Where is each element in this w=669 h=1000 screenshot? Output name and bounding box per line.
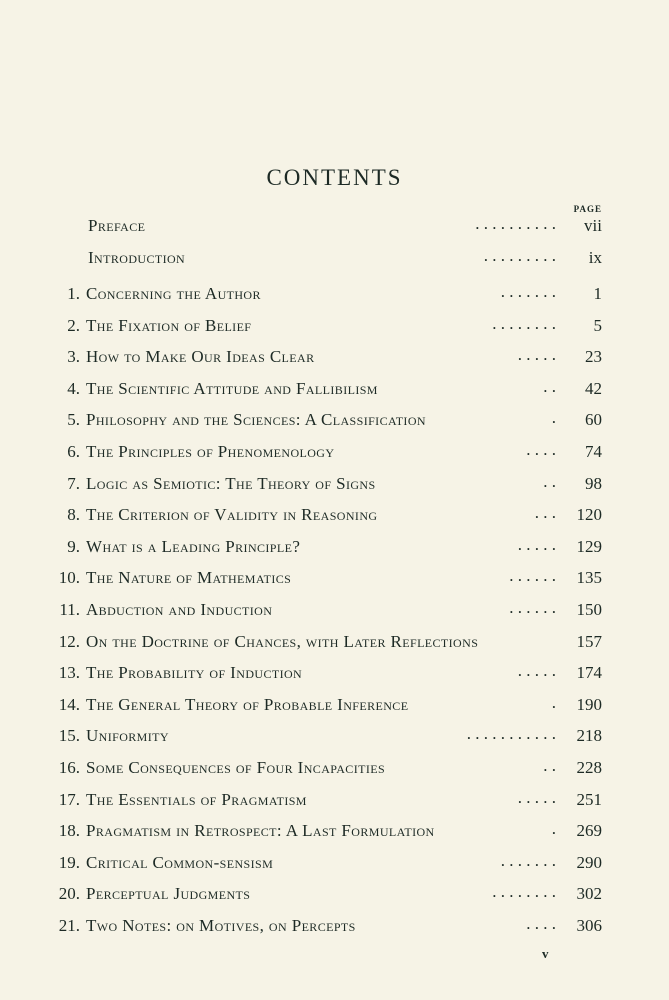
toc-entry xyxy=(0,282,669,308)
dot-leader: . . . . . . . xyxy=(500,282,556,301)
chapter-number: 12. xyxy=(58,632,80,651)
chapter-number: 16. xyxy=(58,758,80,777)
dot-leader: . . . . . . . xyxy=(500,851,556,870)
toc-entry xyxy=(0,914,669,940)
page-number: 251 xyxy=(576,790,602,809)
toc-entry xyxy=(0,851,669,877)
page-number: 228 xyxy=(576,758,602,777)
page-title: CONTENTS xyxy=(266,165,403,190)
toc-entry xyxy=(0,566,669,592)
toc-entry xyxy=(0,472,669,498)
chapter-number: 8. xyxy=(67,505,80,524)
chapter-number: 13. xyxy=(58,663,80,682)
page-number: 60 xyxy=(585,410,602,429)
toc-entry xyxy=(0,598,669,624)
toc-entry xyxy=(0,440,669,466)
chapter-title: On the Doctrine of Chances, with Later Reflections xyxy=(86,632,479,651)
chapter-title: The Fixation of Belief xyxy=(86,316,252,335)
toc-entry xyxy=(0,819,669,845)
dot-leader: . . . . . . xyxy=(509,598,556,617)
page-number: 174 xyxy=(576,663,602,682)
toc-entry xyxy=(0,756,669,782)
chapter-number: 20. xyxy=(58,884,80,903)
chapter-title: Perceptual Judgments xyxy=(86,884,251,903)
page-column-label: PAGE xyxy=(573,204,602,214)
page-number: 290 xyxy=(576,853,602,872)
chapter-number: 14. xyxy=(58,695,80,714)
chapter-number: 7. xyxy=(67,474,80,493)
chapter-title: Pragmatism in Retrospect: A Last Formulation xyxy=(86,821,435,840)
front-matter-title: Preface xyxy=(88,216,146,235)
dot-leader: . . . . xyxy=(526,914,556,933)
page-number: 157 xyxy=(576,632,602,651)
toc-entry xyxy=(0,503,669,529)
page-number: 302 xyxy=(576,884,602,903)
toc-entry xyxy=(0,535,669,561)
dot-leader: . . . . xyxy=(526,440,556,459)
front-matter-entry xyxy=(0,246,669,272)
front-matter-entry xyxy=(0,214,669,240)
chapter-number: 5. xyxy=(67,410,80,429)
dot-leader: . . . . . . . . xyxy=(492,314,556,333)
page-number: 23 xyxy=(585,347,602,366)
dot-leader: . . xyxy=(543,756,556,775)
page-number: 218 xyxy=(576,726,602,745)
chapter-title: Uniformity xyxy=(86,726,169,745)
toc-entry xyxy=(0,661,669,687)
chapter-title: The Principles of Phenomenology xyxy=(86,442,335,461)
dot-leader: . xyxy=(551,693,556,712)
page-number: 5 xyxy=(593,316,602,335)
toc-entry xyxy=(0,345,669,371)
chapter-number: 4. xyxy=(67,379,80,398)
chapter-number: 2. xyxy=(67,316,80,335)
dot-leader: . . . . . . . . . . . xyxy=(466,724,556,743)
dot-leader: . . . xyxy=(534,503,556,522)
page-folio: v xyxy=(542,946,549,961)
chapter-number: 15. xyxy=(58,726,80,745)
dot-leader: . xyxy=(551,408,556,427)
chapter-title: Critical Common-sensism xyxy=(86,853,274,872)
dot-leader: . . . . . xyxy=(517,345,556,364)
page-number: 120 xyxy=(576,505,602,524)
chapter-title: The Essentials of Pragmatism xyxy=(86,790,307,809)
dot-leader: . . xyxy=(543,377,556,396)
chapter-title: Logic as Semiotic: The Theory of Signs xyxy=(86,474,376,493)
chapter-title: Philosophy and the Sciences: A Classification xyxy=(86,410,426,429)
front-matter-title: Introduction xyxy=(88,248,186,267)
chapter-number: 11. xyxy=(59,600,80,619)
chapter-number: 17. xyxy=(58,790,80,809)
chapter-title: What is a Leading Principle? xyxy=(86,537,301,556)
page-number: 42 xyxy=(585,379,602,398)
toc-entry xyxy=(0,788,669,814)
chapter-title: Concerning the Author xyxy=(86,284,261,303)
chapter-title: Some Consequences of Four Incapacities xyxy=(86,758,386,777)
dot-leader: . . . . . xyxy=(517,535,556,554)
dot-leader: . . . . . xyxy=(517,788,556,807)
chapter-title: The Nature of Mathematics xyxy=(86,568,292,587)
dot-leader: . . . . . . xyxy=(509,566,556,585)
chapter-number: 6. xyxy=(67,442,80,461)
page-number: 269 xyxy=(576,821,602,840)
dot-leader: . xyxy=(551,819,556,838)
page-number: 306 xyxy=(576,916,602,935)
toc-entry xyxy=(0,630,669,656)
toc-entry xyxy=(0,377,669,403)
page-number: 190 xyxy=(576,695,602,714)
chapter-number: 10. xyxy=(58,568,80,587)
page-number: 150 xyxy=(576,600,602,619)
dot-leader: . . . . . . . . . xyxy=(483,246,556,265)
chapter-title: Abduction and Induction xyxy=(86,600,273,619)
page-number: ix xyxy=(588,248,602,267)
page-number: 98 xyxy=(585,474,602,493)
chapter-number: 21. xyxy=(58,916,80,935)
toc-entry xyxy=(0,882,669,908)
page-number: vii xyxy=(584,216,602,235)
toc-entry xyxy=(0,314,669,340)
chapter-title: Two Notes: on Motives, on Percepts xyxy=(86,916,356,935)
dot-leader: . . . . . . . . . . xyxy=(475,214,556,233)
page-number: 135 xyxy=(576,568,602,587)
dot-leader: . . . . . . . . xyxy=(492,882,556,901)
chapter-number: 18. xyxy=(58,821,80,840)
page-number: 129 xyxy=(576,537,602,556)
dot-leader: . . . . . xyxy=(517,661,556,680)
chapter-number: 3. xyxy=(67,347,80,366)
chapter-number: 19. xyxy=(58,853,80,872)
chapter-title: The Criterion of Validity in Reasoning xyxy=(86,505,378,524)
page-number: 1 xyxy=(593,284,602,303)
page-number: 74 xyxy=(585,442,602,461)
chapter-title: The Probability of Induction xyxy=(86,663,303,682)
dot-leader: . . xyxy=(543,472,556,491)
chapter-title: The Scientific Attitude and Fallibilism xyxy=(86,379,378,398)
toc-entry xyxy=(0,724,669,750)
chapter-title: The General Theory of Probable Inference xyxy=(86,695,409,714)
chapter-title: How to Make Our Ideas Clear xyxy=(86,347,315,366)
chapter-number: 9. xyxy=(67,537,80,556)
chapter-number: 1. xyxy=(67,284,80,303)
toc-entry xyxy=(0,408,669,434)
toc-entry xyxy=(0,693,669,719)
